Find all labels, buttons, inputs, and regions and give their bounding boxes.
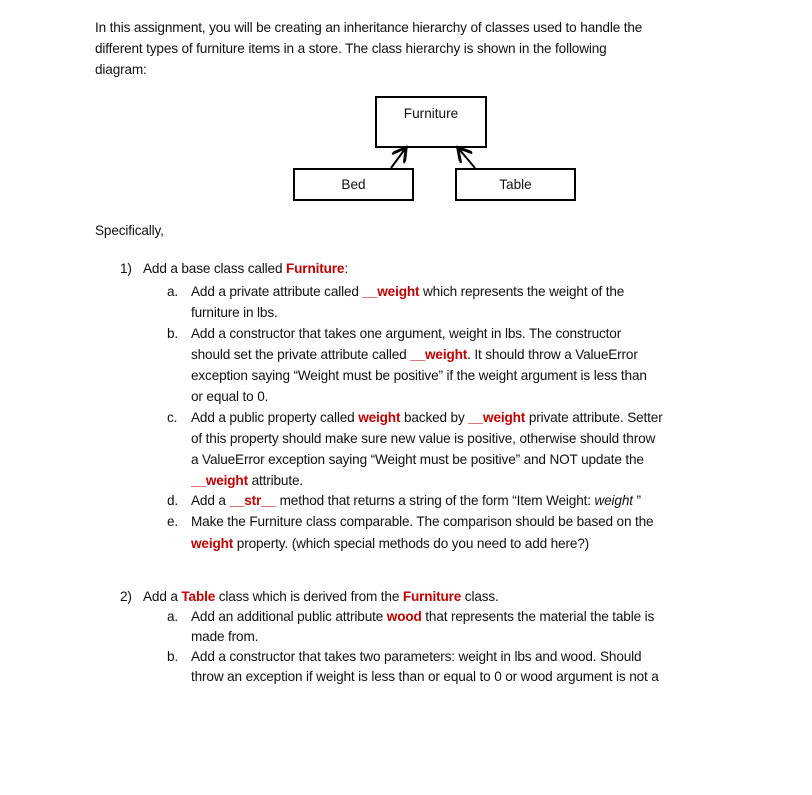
text-segment: exception saying “Weight must be positive” if the weight argument is less than	[191, 368, 647, 383]
bed-class-box	[293, 168, 414, 201]
item-label: c.	[167, 410, 178, 425]
highlighted-term: Table	[181, 589, 216, 604]
text-segment: Add a private attribute called	[191, 284, 363, 299]
text-segment: throw an exception if weight is less than or equal to 0 or wood argument is not a	[191, 669, 659, 684]
highlighted-term: __weight	[362, 284, 420, 299]
text-segment: made from.	[191, 629, 259, 644]
text-segment: furniture in lbs.	[191, 305, 278, 320]
item-text-line	[191, 471, 303, 491]
item-label: b.	[167, 649, 179, 664]
text-segment: Make the Furniture class comparable. The comparison should be based on the	[191, 514, 654, 529]
item-text-line	[191, 491, 641, 511]
section-number: 2)	[120, 589, 132, 604]
item-text-line	[191, 627, 258, 647]
text-segment: :	[344, 261, 348, 276]
item-text-line	[191, 366, 647, 386]
highlighted-term: weight	[358, 410, 401, 425]
text-segment: or equal to 0.	[191, 389, 269, 404]
text-segment: class.	[461, 589, 499, 604]
arrow-bed-to-furniture	[391, 149, 405, 168]
furniture-class-box	[375, 96, 487, 148]
item-text-line	[191, 429, 655, 449]
highlighted-term: __weight	[410, 347, 468, 362]
text-segment: Add an additional public attribute	[191, 609, 387, 624]
item-label: a.	[167, 609, 179, 624]
item-label: e.	[167, 514, 179, 529]
item-text-line	[191, 534, 589, 554]
item-text-line	[191, 303, 278, 323]
text-segment: property. (which special methods do you need to add here?)	[233, 536, 590, 551]
text-segment: private attribute. Setter	[525, 410, 663, 425]
text-segment: that represents the material the table is	[421, 609, 655, 624]
specifically-label: Specifically,	[95, 223, 164, 238]
text-segment: ”	[632, 493, 641, 508]
item-label: d.	[167, 493, 179, 508]
highlighted-term: wood	[386, 609, 422, 624]
highlighted-term: __weight	[191, 473, 248, 488]
text-segment: which represents the weight of the	[419, 284, 625, 299]
item-label: b.	[167, 326, 179, 341]
text-segment: Add a	[143, 589, 182, 604]
section-heading	[143, 587, 499, 607]
text-segment: weight	[594, 493, 633, 508]
item-text-line	[191, 345, 638, 365]
text-segment: class which is derived from the	[215, 589, 403, 604]
text-segment: Add a base class called	[143, 261, 286, 276]
highlighted-term: __str__	[229, 493, 276, 508]
text-segment: Add a	[191, 493, 230, 508]
item-text-line	[191, 512, 653, 532]
text-segment: . It should throw a ValueError	[467, 347, 638, 362]
text-segment: Add a constructor that takes two parameters: weight in lbs and wood. Should	[191, 649, 642, 664]
text-segment: should set the private attribute called	[191, 347, 411, 362]
highlighted-term: weight	[191, 536, 234, 551]
text-segment: method that returns a string of the form “Item Weight:	[275, 493, 595, 508]
text-segment: of this property should make sure new value is positive, otherwise should throw	[191, 431, 656, 446]
text-segment: different types of furniture items in a store. The class hierarchy is shown in the following	[95, 41, 607, 56]
highlighted-term: Furniture	[402, 589, 462, 604]
table-class-label: Table	[499, 177, 532, 192]
arrow-table-to-furniture	[459, 149, 475, 168]
item-text-line	[191, 667, 659, 687]
text-segment: Add a constructor that takes one argument, weight in lbs. The constructor	[191, 326, 622, 341]
furniture-class-label: Furniture	[403, 106, 459, 121]
section-heading	[143, 259, 348, 279]
item-text-line	[191, 282, 624, 302]
item-text-line	[191, 607, 654, 627]
text-segment: diagram:	[95, 62, 147, 77]
item-text-line	[191, 647, 641, 667]
text-segment: Add a public property called	[191, 410, 359, 425]
item-text-line	[191, 324, 621, 344]
item-text-line	[191, 387, 268, 407]
text-segment: backed by	[400, 410, 469, 425]
text-segment: a ValueError exception saying “Weight must be positive” and NOT update the	[191, 452, 644, 467]
table-class-box	[455, 168, 576, 201]
highlighted-term: Furniture	[286, 261, 345, 276]
text-segment: attribute.	[247, 473, 303, 488]
item-label: a.	[167, 284, 179, 299]
section-number: 1)	[120, 261, 132, 276]
item-text-line	[191, 408, 663, 428]
item-text-line	[191, 450, 644, 470]
highlighted-term: __weight	[468, 410, 526, 425]
text-segment: In this assignment, you will be creating an inheritance hierarchy of classes used to handle the	[95, 20, 643, 35]
bed-class-label: Bed	[341, 177, 366, 192]
